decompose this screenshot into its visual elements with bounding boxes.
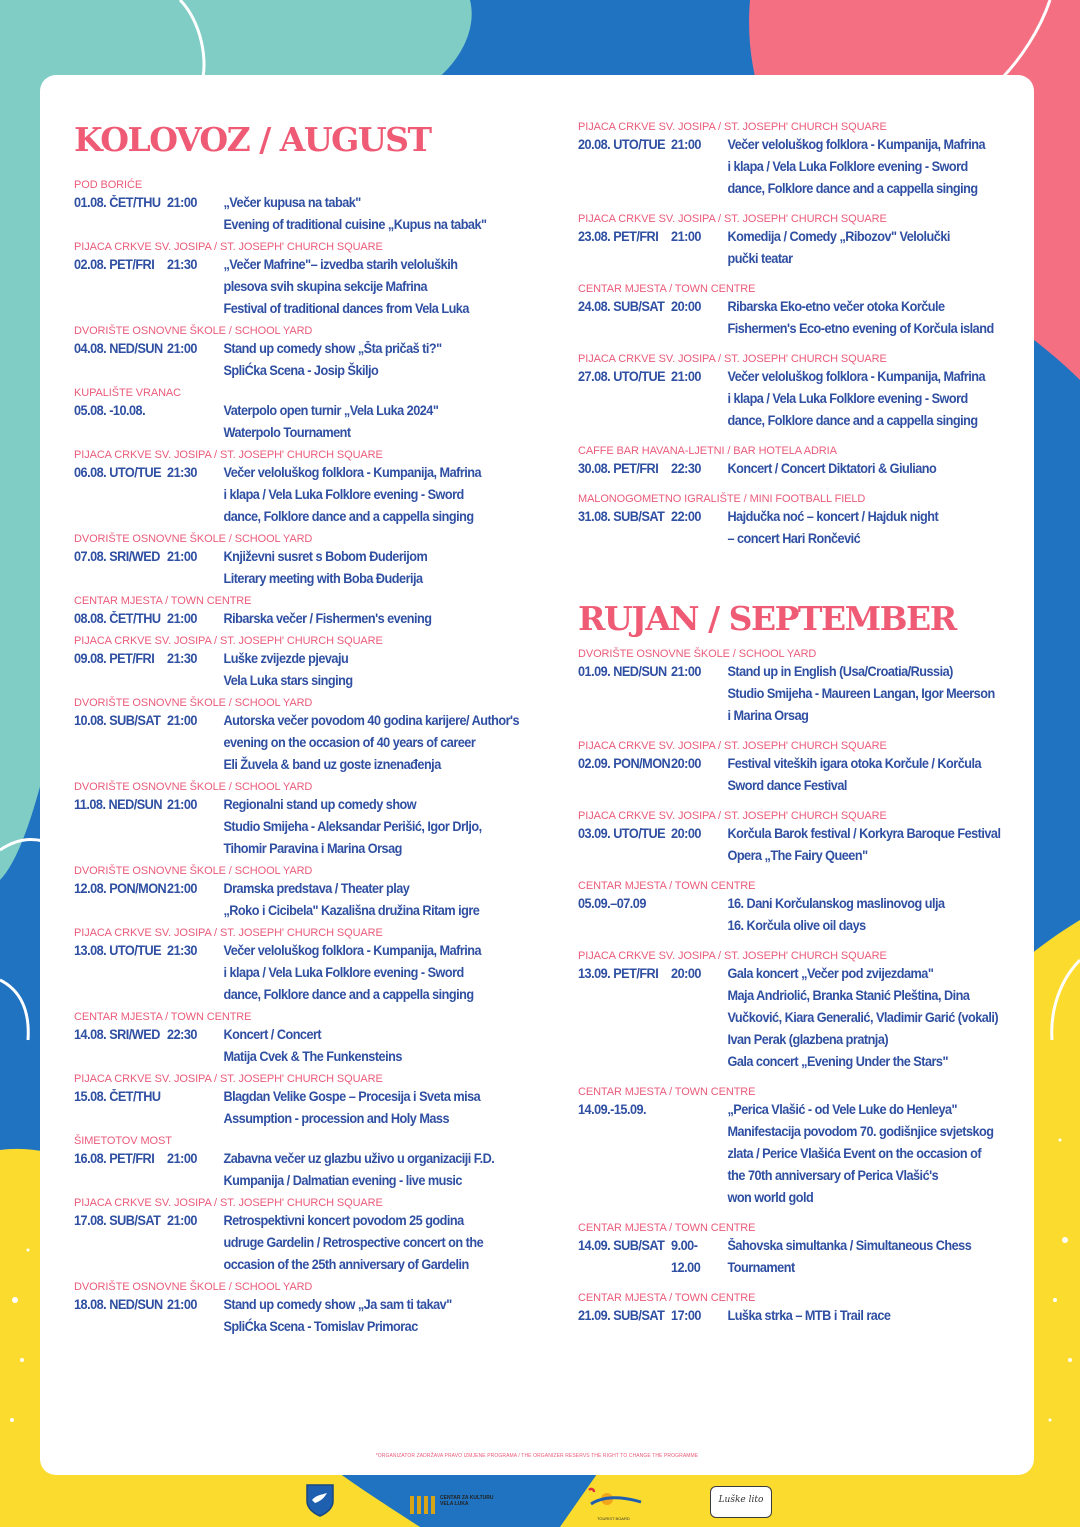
event-venue: PIJACA CRKVE SV. JOSIPA / ST. JOSEPH' CHURCH SQUARE: [578, 740, 887, 752]
event-title: Korčula Barok festival / Korkyra Baroque Festival Opera „The Fairy Queen": [727, 826, 1001, 863]
event-date: 05.08. -10.08.: [74, 403, 146, 418]
event-item: [74, 1134, 544, 1192]
event-time: 21:00: [167, 195, 197, 210]
event-title: Koncert / Concert Matija Cvek & The Funkensteins: [223, 1027, 402, 1064]
event-venue: ŠIMETOTOV MOST: [74, 1135, 172, 1147]
right-column: [578, 120, 1028, 1327]
event-date: 12.08. PON/MON: [74, 881, 167, 896]
event-title: Regionalni stand up comedy show Studio Smijeha - Aleksandar Perišić, Igor Drljo, Tihomir Paravina i Marina Orsag: [223, 797, 482, 856]
event-date: 31.08. SUB/SAT: [578, 509, 665, 524]
event-venue: DVORIŠTE OSNOVNE ŠKOLE / SCHOOL YARD: [74, 533, 313, 545]
event-item: [578, 120, 1028, 200]
event-date: 11.08. NED/SUN: [74, 797, 162, 812]
event-venue: POD BORIĆE: [74, 179, 143, 191]
event-item: [578, 879, 1028, 937]
event-venue: CENTAR MJESTA / TOWN CENTRE: [578, 1086, 756, 1098]
august-heading: KOLOVOZ / AUGUST: [74, 120, 431, 159]
event-title: Stand up in English (Usa/Croatia/Russia) Studio Smijeha - Maureen Langan, Igor Meerson i Marina Orsag: [727, 664, 995, 723]
event-item: [578, 492, 1028, 550]
event-venue: PIJACA CRKVE SV. JOSIPA / ST. JOSEPH' CHURCH SQUARE: [74, 1073, 383, 1085]
event-venue: PIJACA CRKVE SV. JOSIPA / ST. JOSEPH' CHURCH SQUARE: [74, 449, 383, 461]
luske-lito-text: Luške lito: [718, 1495, 764, 1505]
event-title: Večer veloluškog folklora - Kumpanija, Mafrina i klapa / Vela Luka Folklore evening - Sword dance, Folklore dance and a cappella singing: [223, 943, 482, 1002]
event-item: [74, 1010, 544, 1068]
event-venue: DVORIŠTE OSNOVNE ŠKOLE / SCHOOL YARD: [578, 648, 817, 660]
event-date: 10.08. SUB/SAT: [74, 713, 161, 728]
event-date: 30.08. PET/FRI: [578, 461, 659, 476]
event-title: Luške zvijezde pjevaju Vela Luka stars singing: [223, 651, 353, 688]
event-venue: PIJACA CRKVE SV. JOSIPA / ST. JOSEPH' CHURCH SQUARE: [74, 1197, 383, 1209]
event-time: 21:00: [167, 1151, 197, 1166]
event-venue: CENTAR MJESTA / TOWN CENTRE: [578, 1292, 756, 1304]
event-venue: PIJACA CRKVE SV. JOSIPA / ST. JOSEPH' CHURCH SQUARE: [578, 121, 887, 133]
event-item: [74, 780, 544, 860]
event-time: 9.00- 12.00: [671, 1238, 701, 1275]
event-date: 15.08. ČET/THU: [74, 1089, 161, 1104]
event-time: 21:00: [167, 611, 197, 626]
event-date: 04.08. NED/SUN: [74, 341, 163, 356]
event-time: 21:00: [671, 137, 701, 152]
event-item: [578, 809, 1028, 867]
event-date: 21.09. SUB/SAT: [578, 1308, 665, 1323]
event-venue: PIJACA CRKVE SV. JOSIPA / ST. JOSEPH' CHURCH SQUARE: [578, 213, 887, 225]
municipality-crest-icon: [305, 1483, 335, 1517]
event-date: 20.08. UTO/TUE: [578, 137, 666, 152]
event-item: [74, 1072, 544, 1130]
event-time: 21:00: [167, 549, 197, 564]
event-date: 07.08. SRI/WED: [74, 549, 160, 564]
event-title: Književni susret s Bobom Đuderijom Literary meeting with Boba Đuderija: [223, 549, 428, 586]
event-date: 13.08. UTO/TUE: [74, 943, 162, 958]
event-date: 17.08. SUB/SAT: [74, 1213, 161, 1228]
event-item: [578, 1291, 1028, 1327]
event-title: Ribarska Eko-etno večer otoka Korčule Fishermen's Eco-etno evening of Korčula island: [727, 299, 994, 336]
tourist-board-label: TOURIST BOARD: [597, 1516, 630, 1521]
event-title: Vaterpolo open turnir „Vela Luka 2024" Waterpolo Tournament: [223, 403, 439, 440]
event-title: Festival viteških igara otoka Korčule / Korčula Sword dance Festival: [727, 756, 982, 793]
event-item: [578, 739, 1028, 797]
event-venue: DVORIŠTE OSNOVNE ŠKOLE / SCHOOL YARD: [74, 325, 313, 337]
centar-za-kulturu-logo: [440, 1495, 494, 1507]
event-time: 21:00: [671, 229, 701, 244]
event-time: 21:00: [671, 369, 701, 384]
event-time: 20:00: [671, 966, 701, 981]
event-title: Autorska večer povodom 40 godina karijere/ Author's evening on the occasion of 40 years of career Eli Žuvela & band uz goste iznenađenja: [223, 713, 520, 772]
event-venue: PIJACA CRKVE SV. JOSIPA / ST. JOSEPH' CHURCH SQUARE: [74, 927, 383, 939]
event-venue: CENTAR MJESTA / TOWN CENTRE: [578, 283, 756, 295]
event-title: Dramska predstava / Theater play „Roko i Cicibela" Kazališna družina Ritam igre: [223, 881, 480, 918]
event-date: 23.08. PET/FRI: [578, 229, 659, 244]
event-date: 16.08. PET/FRI: [74, 1151, 155, 1166]
event-venue: DVORIŠTE OSNOVNE ŠKOLE / SCHOOL YARD: [74, 1281, 313, 1293]
event-date: 08.08. ČET/THU: [74, 611, 161, 626]
event-title: Ribarska večer / Fishermen's evening: [223, 611, 432, 626]
event-title: Koncert / Concert Diktatori & Giuliano: [727, 461, 937, 476]
event-date: 05.09.–07.09: [578, 896, 646, 911]
event-time: 22:30: [167, 1027, 197, 1042]
event-item: [74, 178, 544, 236]
event-item: [74, 926, 544, 1006]
event-item: [74, 1196, 544, 1276]
event-time: 21:30: [167, 651, 197, 666]
event-item: [578, 212, 1028, 270]
event-item: [578, 1221, 1028, 1279]
left-column: [74, 120, 544, 1338]
event-title: Stand up comedy show „Ja sam ti takav" SpliĆka Scena - Tomislav Primorac: [223, 1297, 452, 1334]
event-date: 01.09. NED/SUN: [578, 664, 667, 679]
event-item: [74, 532, 544, 590]
event-venue: PIJACA CRKVE SV. JOSIPA / ST. JOSEPH' CHURCH SQUARE: [578, 950, 887, 962]
event-venue: CENTAR MJESTA / TOWN CENTRE: [74, 595, 252, 607]
event-time: 21:30: [167, 257, 197, 272]
event-venue: MALONOGOMETNO IGRALIŠTE / MINI FOOTBALL FIELD: [578, 493, 866, 505]
event-item: [74, 594, 544, 630]
event-title: Hajdučka noć – koncert / Hajduk night – concert Hari Rončević: [727, 509, 939, 546]
event-item: [578, 647, 1028, 727]
august-events-right: [578, 120, 1028, 550]
event-time: 21:00: [671, 664, 701, 679]
event-venue: PIJACA CRKVE SV. JOSIPA / ST. JOSEPH' CHURCH SQUARE: [578, 810, 887, 822]
event-time: 22:00: [671, 509, 701, 524]
luske-lito-logo: [710, 1486, 772, 1518]
event-venue: CENTAR MJESTA / TOWN CENTRE: [578, 1222, 756, 1234]
sponsor-logos: [0, 1480, 1080, 1527]
august-events-left: [74, 178, 544, 1338]
event-time: 21:00: [167, 1297, 197, 1312]
event-time: 20:00: [671, 756, 701, 771]
event-item: [74, 386, 544, 444]
program-card: [40, 75, 1034, 1475]
event-time: 21:00: [167, 341, 197, 356]
event-title: Komedija / Comedy „Ribozov" Velolučki pučki teatar: [727, 229, 950, 266]
event-item: [74, 324, 544, 382]
footnote: *ORGANIZATOR ZADRŽAVA PRAVO IZMJENE PROGRAMA / THE ORGANIZER RESERVS THE RIGHT TO CHANGE THE PROGRAMME: [375, 1453, 699, 1459]
centar-za-kulturu-icon: [408, 1492, 438, 1516]
event-title: Luška strka – MTB i Trail race: [727, 1308, 891, 1323]
event-item: [578, 282, 1028, 340]
september-heading: RUJAN / SEPTEMBER: [578, 599, 956, 638]
event-date: 09.08. PET/FRI: [74, 651, 155, 666]
event-item: [74, 864, 544, 922]
event-title: Večer veloluškog folklora - Kumpanija, Mafrina i klapa / Vela Luka Folklore evening - Sword dance, Folklore dance and a cappella singing: [727, 369, 986, 428]
tourist-board-icon: [585, 1484, 647, 1518]
event-venue: CENTAR MJESTA / TOWN CENTRE: [74, 1011, 252, 1023]
event-date: 02.08. PET/FRI: [74, 257, 155, 272]
event-date: 06.08. UTO/TUE: [74, 465, 162, 480]
event-title: Večer veloluškog folklora - Kumpanija, Mafrina i klapa / Vela Luka Folklore evening - Sword dance, Folklore dance and a cappella singing: [223, 465, 482, 524]
event-item: [74, 240, 544, 320]
event-time: 20:00: [671, 299, 701, 314]
event-title: „Večer Mafrine"– izvedba starih veloluških plesova svih skupina sekcije Mafrina Festival of traditional dances from Vela Luka: [223, 257, 469, 316]
event-item: [578, 949, 1028, 1073]
event-venue: DVORIŠTE OSNOVNE ŠKOLE / SCHOOL YARD: [74, 697, 313, 709]
event-time: 17:00: [671, 1308, 701, 1323]
event-item: [578, 352, 1028, 432]
event-venue: CAFFE BAR HAVANA-LJETNI / BAR HOTELA ADRIA: [578, 445, 837, 457]
event-item: [74, 1280, 544, 1338]
event-time: 21:00: [167, 881, 197, 896]
event-date: 13.09. PET/FRI: [578, 966, 659, 981]
event-item: [74, 634, 544, 692]
event-item: [578, 444, 1028, 480]
event-title: Blagdan Velike Gospe – Procesija i Sveta misa Assumption - procession and Holy Mass: [223, 1089, 481, 1126]
event-date: 01.08. ČET/THU: [74, 195, 161, 210]
event-time: 20:00: [671, 826, 701, 841]
event-date: 27.08. UTO/TUE: [578, 369, 666, 384]
event-title: Stand up comedy show „Šta pričaš ti?" SpliĆka Scena - Josip Škiljo: [223, 341, 442, 378]
event-time: 21:30: [167, 465, 197, 480]
event-title: Večer veloluškog folklora - Kumpanija, Mafrina i klapa / Vela Luka Folklore evening - Sword dance, Folklore dance and a cappella singing: [727, 137, 986, 196]
event-title: Šahovska simultanka / Simultaneous Chess Tournament: [727, 1238, 972, 1275]
event-date: 14.09. SUB/SAT: [578, 1238, 665, 1253]
event-time: 21:30: [167, 943, 197, 958]
event-title: Retrospektivni koncert povodom 25 godina udruge Gardelin / Retrospective concert on the occasion of the 25th anniversary of Gardelin: [223, 1213, 484, 1272]
event-item: [74, 448, 544, 528]
event-date: 14.08. SRI/WED: [74, 1027, 160, 1042]
event-date: 24.08. SUB/SAT: [578, 299, 665, 314]
event-title: Zabavna večer uz glazbu uživo u organizaciji F.D. Kumpanija / Dalmatian evening - live music: [223, 1151, 495, 1188]
event-venue: PIJACA CRKVE SV. JOSIPA / ST. JOSEPH' CHURCH SQUARE: [578, 353, 887, 365]
event-date: 18.08. NED/SUN: [74, 1297, 163, 1312]
event-venue: PIJACA CRKVE SV. JOSIPA / ST. JOSEPH' CHURCH SQUARE: [74, 635, 383, 647]
event-venue: DVORIŠTE OSNOVNE ŠKOLE / SCHOOL YARD: [74, 865, 313, 877]
event-venue: DVORIŠTE OSNOVNE ŠKOLE / SCHOOL YARD: [74, 781, 313, 793]
event-venue: PIJACA CRKVE SV. JOSIPA / ST. JOSEPH' CHURCH SQUARE: [74, 241, 383, 253]
event-venue: KUPALIŠTE VRANAC: [74, 387, 182, 399]
event-venue: CENTAR MJESTA / TOWN CENTRE: [578, 880, 756, 892]
centar-line1: CENTAR ZA KULTURU: [440, 1495, 494, 1501]
september-events: [578, 647, 1028, 1327]
event-title: „Perica Vlašić - od Vele Luke do Henleya" Manifestacija povodom 70. godišnjice svjetskog zlata / Perice Vlašića Event on the occasion of the 70th anniversary of Perica Vlašić's won world gold: [727, 1102, 994, 1205]
event-date: 02.09. PON/MON: [578, 756, 671, 771]
event-date: 03.09. UTO/TUE: [578, 826, 666, 841]
event-time: 21:00: [167, 797, 197, 812]
event-time: 22:30: [671, 461, 701, 476]
event-title: „Večer kupusa na tabak" Evening of traditional cuisine „Kupus na tabak": [223, 195, 487, 232]
event-time: 21:00: [167, 1213, 197, 1228]
event-title: Gala koncert „Večer pod zvijezdama" Maja Andriolić, Branka Stanić Pleština, Dina Vučković, Kiara Generalić, Vladimir Garić (vokali) Ivan Perak (glazbena pratnja) Gala concert „Evening Under the Stars": [727, 966, 999, 1069]
event-item: [74, 696, 544, 776]
centar-line2: VELA LUKA: [440, 1501, 469, 1507]
event-date: 14.09.-15.09.: [578, 1102, 647, 1117]
event-time: 21:00: [167, 713, 197, 728]
event-title: 16. Dani Korčulanskog maslinovog ulja 16. Korčula olive oil days: [727, 896, 945, 933]
event-item: [578, 1085, 1028, 1209]
